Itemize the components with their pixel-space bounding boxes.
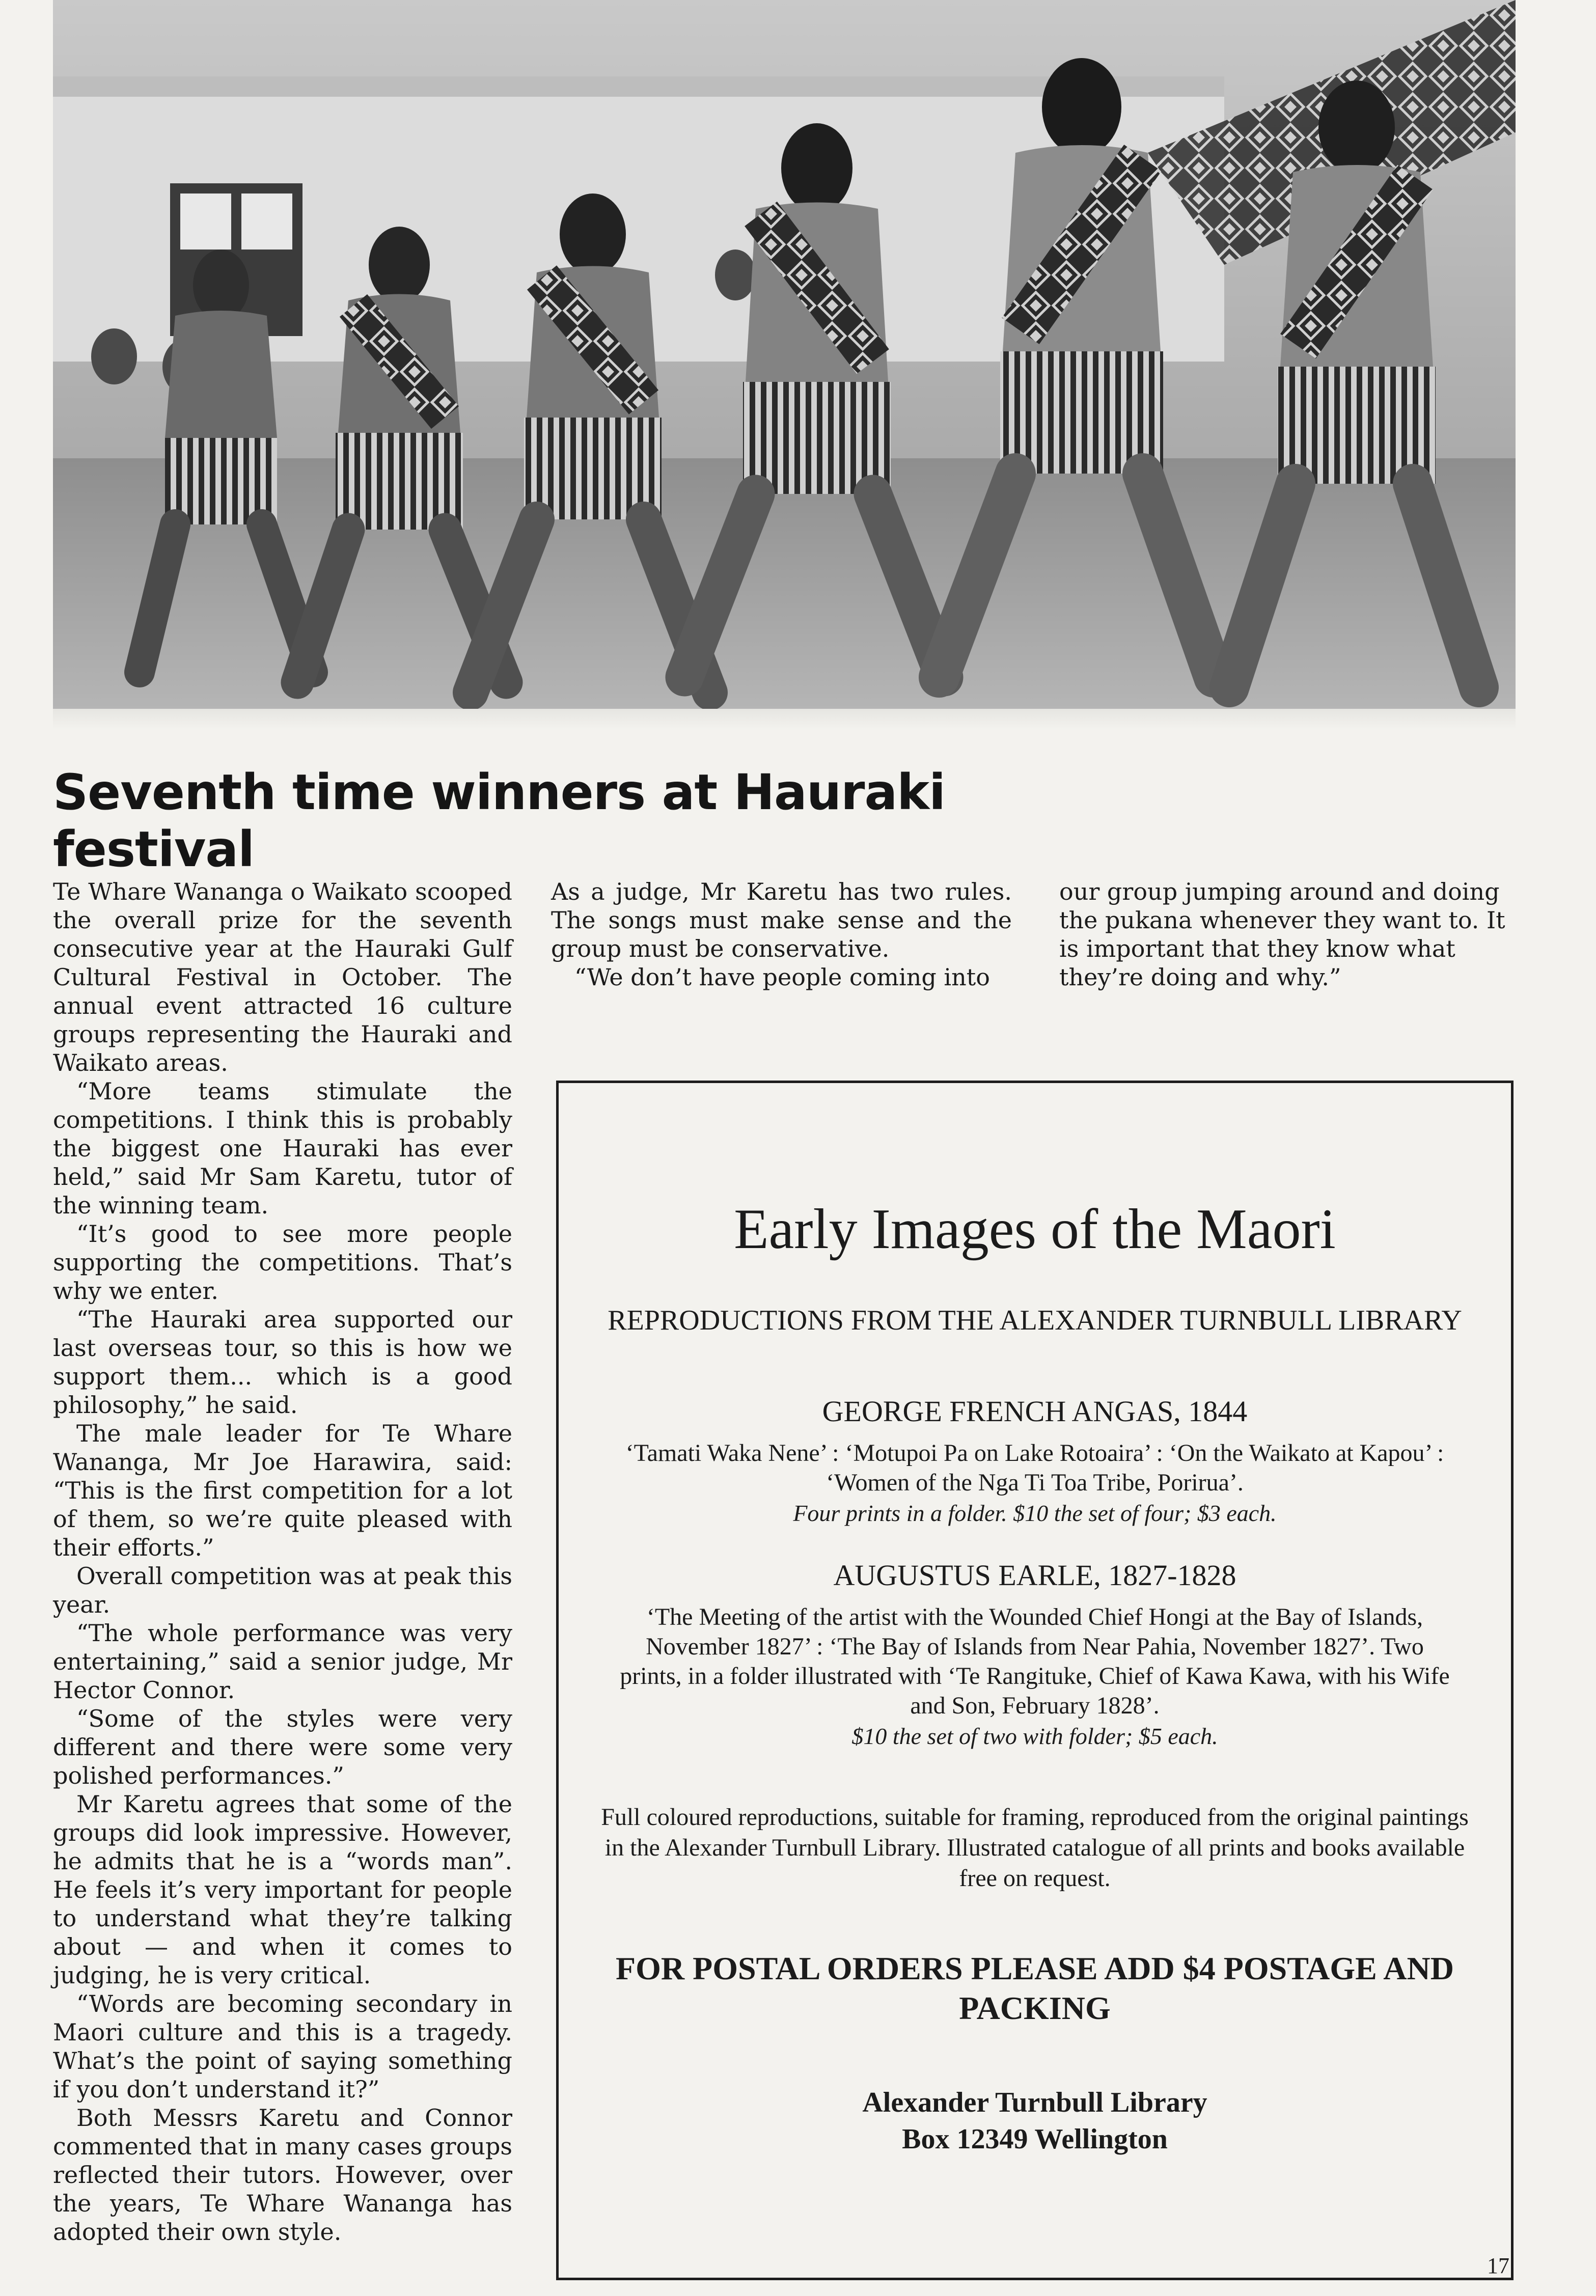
paragraph: “The Hauraki area supported our last overseas tour, so this is how we support them... which is a good philosophy,” he said. [53,1306,512,1419]
article-column-3 [1059,877,1512,991]
postal-orders-note: FOR POSTAL ORDERS PLEASE ADD $4 POSTAGE AND PACKING [616,1950,1454,2026]
paragraph: Overall competition was at peak this year. [53,1562,512,1618]
paragraph: “Words are becoming secondary in Maori culture and this is a tragedy. What’s the point of saying something if you don’t understand it?” [53,1990,512,2103]
earle-heading: AUGUSTUS EARLE, 1827-1828 [833,1559,1236,1592]
paragraph: The male leader for Te Whare Wananga, Mr Joe Harawira, said: “This is the first competition for a lot of them, so we’re quite pleased with their efforts.” [53,1420,512,1561]
earle-description [612,1602,1457,1751]
paragraph: Both Messrs Karetu and Connor commented that in many cases groups reflected their tutors. However, over the years, Te Whare Wananga has adopted their own style. [53,2104,512,2246]
bleed-through-strip [53,709,1516,729]
paragraph: “It’s good to see more people supporting the competitions. That’s why we enter. [53,1220,512,1305]
earle-titles: ‘The Meeting of the artist with the Wounded Chief Hongi at the Bay of Islands, November 1827’ : ‘The Bay of Islands from Near Pahia, November 1827’. Two prints, in a folder illustrated with ‘Te Rangituke, Chief of Kawa Kawa, with his Wife and Son, February 1828’. [620,1603,1450,1719]
address-line-2: Box 12349 Wellington [902,2123,1168,2155]
paragraph: “More teams stimulate the competitions. I think this is probably the biggest one Hauraki has ever held,” said Mr Sam Karetu, tutor of the winning team. [53,1077,512,1219]
paragraph: our group jumping around and doing the pukana whenever they want to. It is important that they know what they’re doing and why.” [1059,878,1505,991]
library-address [559,2084,1511,2157]
haka-performers-photo [53,0,1516,709]
ad-subtitle: REPRODUCTIONS FROM THE ALEXANDER TURNBULL LIBRARY [608,1305,1462,1336]
turnbull-library-advertisement [556,1081,1514,2280]
angas-titles: ‘Tamati Waka Nene’ : ‘Motupoi Pa on Lake Rotoaira’ : ‘On the Waikato at Kapou’ : ‘Women of the Nga Ti Toa Tribe, Porirua’. [625,1440,1444,1496]
ad-title: Early Images of the Maori [734,1198,1336,1261]
haka-performers-photo-icon [53,0,1516,709]
reproductions-note: Full coloured reproductions, suitable for framing, reproduced from the original paintings in the Alexander Turnbull Library. Illustrated catalogue of all prints and books available free on request. [601,1804,1469,1892]
paragraph: Mr Karetu agrees that some of the groups did look impressive. However, he admits that he is a “words man”. He feels it’s very important for people to understand what they’re talking about — and when it comes to judging, he is very critical. [53,1790,512,1989]
angas-price: Four prints in a folder. $10 the set of four; $3 each. [793,1500,1277,1526]
paragraph: “Some of the styles were very different and there were some very polished performances.” [53,1705,512,1789]
angas-description [612,1439,1457,1528]
article-column-1 [53,877,512,2246]
page-number: 17 [1487,2253,1509,2278]
paragraph: “We don’t have people coming into [574,963,990,991]
paragraph: As a judge, Mr Karetu has two rules. The songs must make sense and the group must be conservative. [551,878,1012,962]
article-column-2 [551,877,1012,991]
paragraph: “The whole performance was very entertaining,” said a senior judge, Mr Hector Connor. [53,1619,512,1704]
paragraph: Te Whare Wananga o Waikato scooped the overall prize for the seventh consecutive year at the Hauraki Gulf Cultural Festival in October. The annual event attracted 16 culture groups representing the Hauraki and Waikato areas. [53,878,512,1076]
angas-heading: GEORGE FRENCH ANGAS, 1844 [822,1395,1248,1428]
article-headline: Seventh time winners at Hauraki festival [53,764,946,878]
address-line-1: Alexander Turnbull Library [862,2087,1207,2118]
earle-price: $10 the set of two with folder; $5 each. [851,1723,1218,1749]
